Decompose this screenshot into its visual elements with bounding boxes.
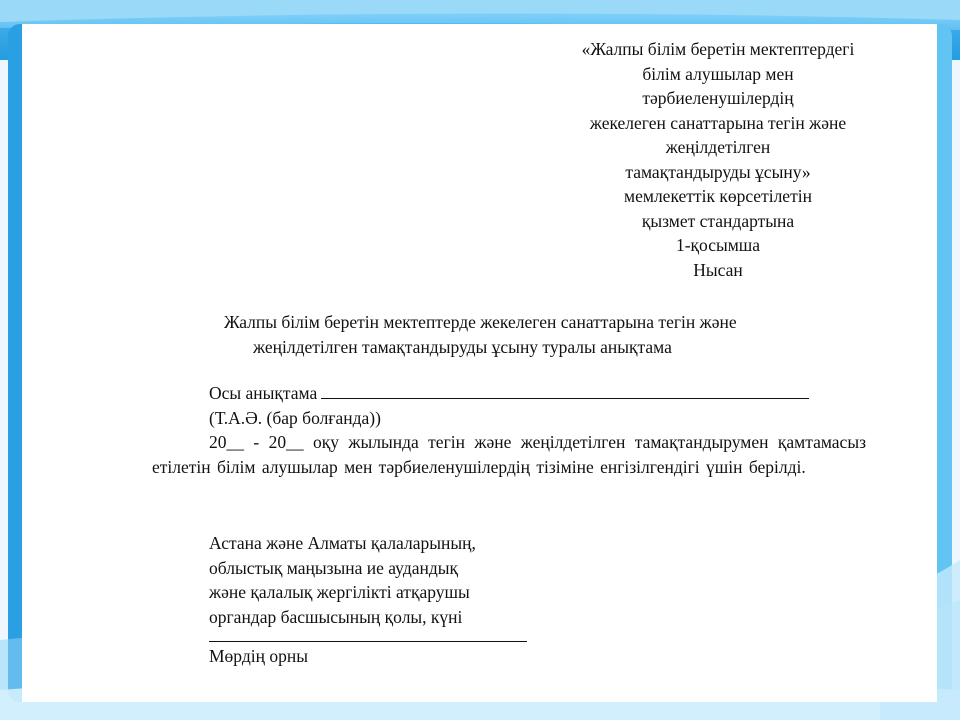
header-line: тәрбиеленушілердің [642, 88, 794, 108]
signature-block [209, 531, 609, 669]
signature-line: және қалалық жергілікті атқарушы [209, 582, 470, 602]
body-paragraph: 20__ - 20__ оқу жылында тегін және жеңілдетілген тамақтандырумен қамтамасыз етілетін білім алушылар мен тәрбиеленушілердің тізіміне енгізілгендігі үшін берілді. [152, 432, 866, 477]
title-line: Жалпы білім беретін мектептерде жекелеген санаттарына тегін және [224, 312, 737, 332]
header-line: 1-қосымша [675, 235, 761, 255]
header-line: Нысан [693, 259, 743, 280]
signature-line: органдар басшысының қолы, күні [209, 606, 463, 627]
header-line: білім алушылар мен [642, 63, 794, 84]
document-header [498, 37, 938, 282]
signature-line: Астана және Алматы қалаларының, [209, 533, 476, 553]
document-title [208, 310, 858, 359]
stamp-place: Мөрдің орны [209, 646, 308, 666]
header-line: «Жалпы білім беретін мектептердегі [581, 39, 855, 59]
document-content [22, 24, 937, 702]
certificate-line [152, 381, 866, 406]
header-line: жеңілдетілген [665, 137, 771, 157]
header-line: мемлекеттік көрсетілетін [624, 186, 812, 206]
header-line: тамақтандыруды ұсыну» [625, 161, 811, 182]
name-hint: (Т.А.Ә. (бар болғанда)) [209, 407, 381, 428]
signature-rule [209, 629, 527, 642]
header-line: жекелеген санаттарына тегін және [589, 112, 847, 133]
title-line: жеңілдетілген тамақтандыруды ұсыну туралы анықтама [253, 336, 672, 357]
document-page [22, 24, 937, 702]
header-line: қызмет стандартына [641, 210, 795, 231]
document-body [152, 381, 866, 479]
name-fill-line [321, 381, 809, 399]
certificate-label: Осы анықтама [209, 383, 318, 403]
signature-line: облыстық маңызына ие аудандық [209, 557, 459, 578]
